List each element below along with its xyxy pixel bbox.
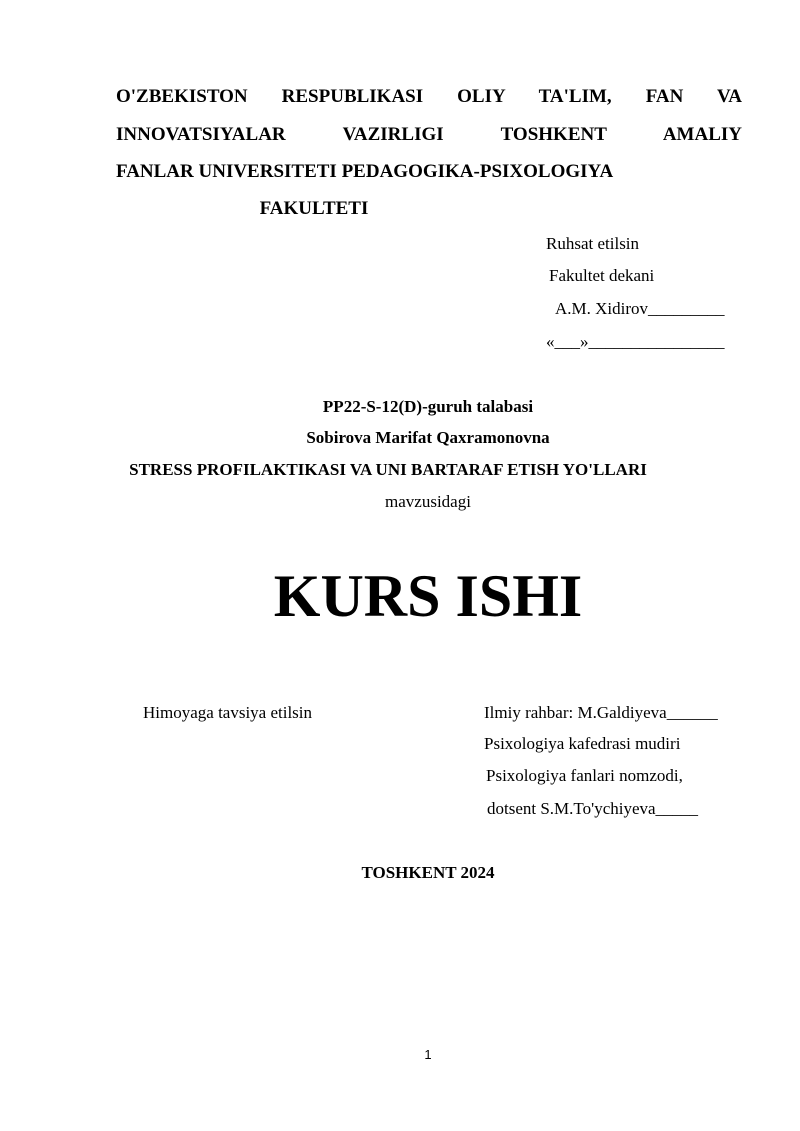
- approval-date-line: «___»________________: [546, 332, 725, 351]
- document-title: KURS ISHI: [273, 563, 583, 629]
- topic-suffix: mavzusidagi: [385, 492, 471, 511]
- city-year: TOSHKENT 2024: [361, 863, 495, 882]
- supervisor-position: Psixologiya kafedrasi mudiri: [484, 734, 681, 753]
- supervisor-name: Ilmiy rahbar: M.Galdiyeva______: [484, 703, 718, 722]
- approval-label: Ruhsat etilsin: [546, 234, 640, 253]
- header-line-2: INNOVATSIYALAR VAZIRLIGI TOSHKENT AMALIY: [116, 124, 742, 145]
- student-group: PP22-S-12(D)-guruh talabasi: [322, 397, 534, 416]
- header-line-4: FAKULTETI: [259, 198, 369, 219]
- approval-dean-name: A.M. Xidirov_________: [555, 299, 725, 318]
- supervisor-docent: dotsent S.M.To'ychiyeva_____: [487, 799, 699, 818]
- header-line-1: O'ZBEKISTON RESPUBLIKASI OLIY TA'LIM, FAN VA: [116, 86, 742, 107]
- supervisor-degree: Psixologiya fanlari nomzodi,: [486, 766, 683, 785]
- work-topic: STRESS PROFILAKTIKASI VA UNI BARTARAF ETISH YO'LLARI: [129, 460, 647, 479]
- student-name: Sobirova Marifat Qaxramonovna: [306, 428, 550, 447]
- header-line-3: FANLAR UNIVERSITETI PEDAGOGIKA-PSIXOLOGIYA: [116, 161, 614, 182]
- defense-recommendation: Himoyaga tavsiya etilsin: [143, 703, 313, 722]
- page-number: 1: [424, 1047, 432, 1062]
- approval-dean-title: Fakultet dekani: [549, 266, 655, 285]
